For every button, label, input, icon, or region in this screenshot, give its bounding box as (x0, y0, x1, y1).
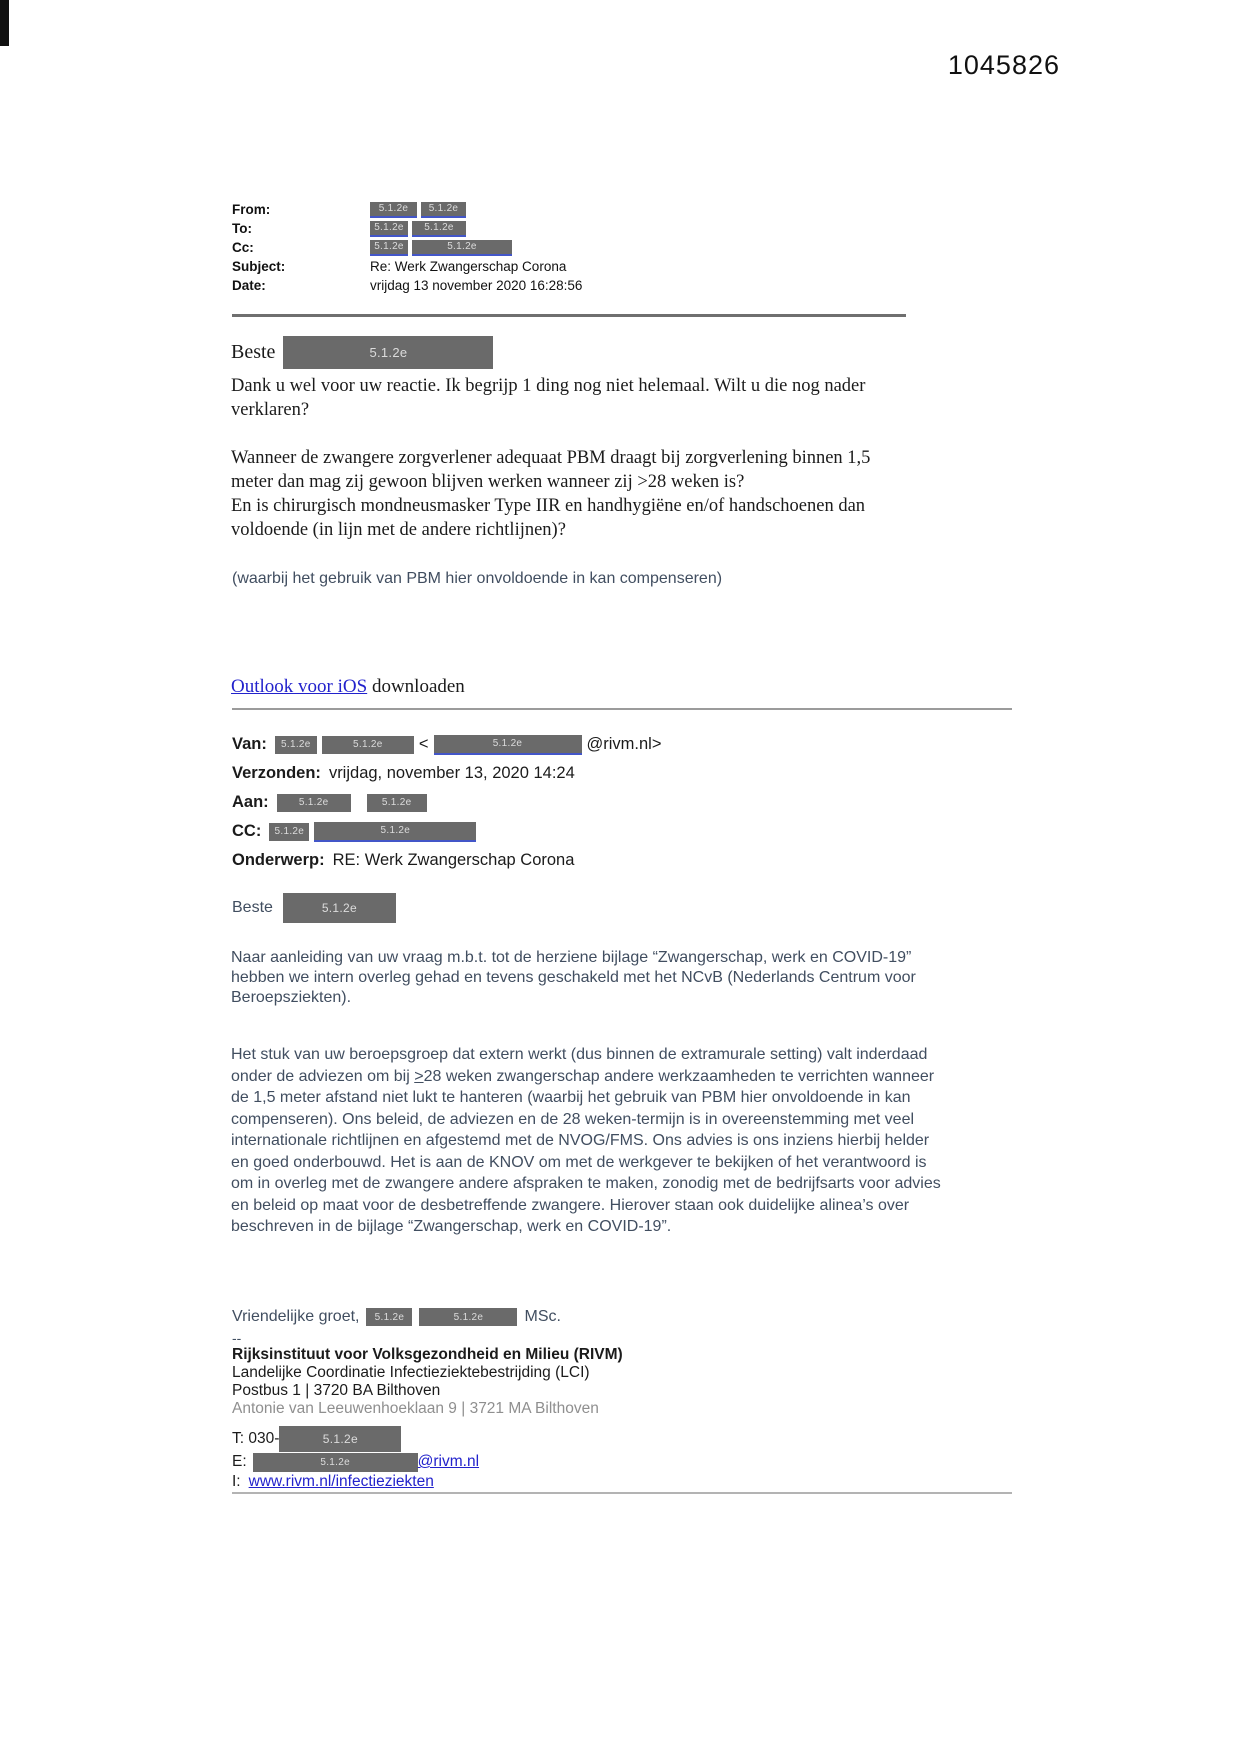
closing-suffix: MSc. (524, 1308, 561, 1325)
header-row-from (232, 200, 582, 219)
email-label: E: (232, 1453, 247, 1470)
org-street-address: Antonie van Leeuwenhoeklaan 9 | 3721 MA Bilthoven (232, 1400, 599, 1417)
phone-label: T: 030- (232, 1430, 280, 1447)
email-header-top (232, 200, 582, 295)
advice-part-pre: Het stuk van uw beroepsgroep dat extern werkt (dus binnen de extramurale setting) valt inderdaad onder de adviezen om bij (231, 1046, 928, 1085)
redaction-box: 5.1.2e (419, 1308, 517, 1326)
quoted-paragraph-1: Naar aanleiding van uw vraag m.b.t. tot de herziene bijlage “Zwangerschap, werk en COVID-19” hebben we intern overleg gehad en tevens geschakeld met het NCvB (Nederlands Centrum voor Beroepsziekten). (231, 949, 916, 1007)
header-row-onderwerp (232, 846, 661, 875)
redaction-box: 5.1.2e (412, 221, 466, 237)
cc-value (370, 240, 512, 256)
quoted-message-rule (232, 708, 1012, 710)
aan-label: Aan: (232, 793, 269, 811)
advice-part-post: 28 weken zwangerschap andere werkzaamheden te verrichten wanneer de 1,5 meter afstand niet lukt te hanteren (waarbij het gebruik van PBM hier onvoldoende in kan compenseren). Ons beleid, de adviezen en de 28 weken-termijn is in overeenstemming met veel internationale richtlijnen en afgestemd met de NVOG/FMS. Ons advies is ons inziens hierbij helder en goed onderbouwd. Het is aan de KNOV om met de werkgever te bekijken of het verantwoord is om in overleg met de zwangere andere afspraken te maken, zonodig met de bedrijfsarts voor advies en beleid op maat voor de desbetreffende zwangere. Hierover staan ook duidelijke alinea’s over beschreven in de bijlage “Zwangerschap, werk en COVID-19”. (231, 1067, 941, 1235)
question-part-2: En is chirurgisch mondneusmasker Type IIR en handhygiëne en/of handschoenen dan voldoende (in lijn met de andere richtlijnen)? (231, 496, 866, 540)
verzonden-label: Verzonden: (232, 764, 321, 782)
scan-artifact (0, 0, 9, 46)
email-line (232, 1452, 479, 1472)
redaction-box: 5.1.2e (277, 794, 351, 812)
outlook-link-suffix: downloaden (367, 676, 465, 697)
header-row-verzonden (232, 759, 661, 788)
header-divider-rule (232, 314, 906, 317)
header-row-to (232, 219, 582, 238)
bottom-rule (232, 1492, 1012, 1494)
geq-symbol: > (414, 1067, 424, 1085)
redaction-box: 5.1.2e (366, 1308, 412, 1326)
redaction-box: 5.1.2e (253, 1453, 418, 1472)
email-domain-link[interactable]: @rivm.nl (417, 1453, 480, 1470)
phone-line (232, 1426, 401, 1452)
to-label: To: (232, 221, 252, 236)
header-row-cc-quoted (232, 817, 661, 846)
pbm-note-line: (waarbij het gebruik van PBM hier onvoldoende in kan compenseren) (232, 570, 723, 587)
redaction-box: 5.1.2e (283, 893, 396, 923)
redaction-box: 5.1.2e (322, 736, 414, 754)
org-department: Landelijke Coordinatie Infectieziektebestrijding (LCI) (232, 1364, 590, 1381)
signature-divider: -- (232, 1330, 242, 1346)
redaction-box: 5.1.2e (370, 240, 408, 256)
redaction-box: 5.1.2e (412, 240, 512, 256)
greeting-text: Beste (232, 899, 273, 916)
redaction-box: 5.1.2e (269, 823, 309, 841)
org-name: Rijksinstituut voor Volksgezondheid en Milieu (RIVM) (232, 1346, 623, 1363)
onderwerp-label: Onderwerp: (232, 851, 325, 869)
subject-value: Re: Werk Zwangerschap Corona (370, 259, 567, 274)
subject-label: Subject: (232, 259, 286, 274)
redaction-box: 5.1.2e (421, 202, 466, 218)
question-part-1: Wanneer de zwangere zorgverlener adequaat PBM draagt bij zorgverlening binnen 1,5 meter dan mag zij gewoon blijven werken wanneer zij >28 weken is? (231, 448, 871, 492)
van-open-bracket: < (418, 735, 429, 753)
greeting-line-top (231, 336, 493, 369)
redaction-box: 5.1.2e (370, 202, 417, 218)
website-line (232, 1472, 434, 1492)
doc-number: 1045826 (947, 50, 1060, 80)
outlook-link-line (231, 676, 465, 698)
header-row-aan (232, 788, 661, 817)
cc-label: Cc: (232, 240, 254, 255)
closing-line (232, 1308, 561, 1326)
redaction-box: 5.1.2e (370, 221, 408, 237)
closing-text: Vriendelijke groet, (232, 1308, 360, 1325)
paragraph-question (231, 446, 896, 542)
paragraph-thanks: Dank u wel voor uw reactie. Ik begrijp 1 ding nog niet helemaal. Wilt u die nog nader verklaren? (231, 376, 866, 420)
redaction-box: 5.1.2e (314, 822, 476, 842)
web-label: I: (232, 1473, 241, 1490)
from-label: From: (232, 202, 271, 217)
date-label: Date: (232, 278, 266, 293)
rivm-website-link[interactable]: www.rivm.nl/infectieziekten (248, 1473, 434, 1490)
header-row-cc (232, 238, 582, 257)
verzonden-value: vrijdag, november 13, 2020 14:24 (328, 764, 575, 782)
header-row-date (232, 276, 582, 295)
van-label: Van: (232, 735, 267, 753)
greeting-text: Beste (231, 341, 276, 363)
van-domain: @rivm.nl> (586, 735, 662, 753)
redaction-box: 5.1.2e (367, 794, 427, 812)
redaction-box: 5.1.2e (283, 336, 493, 369)
redaction-box: 5.1.2e (275, 736, 317, 754)
outlook-ios-link[interactable]: Outlook voor iOS (231, 676, 368, 697)
from-value (370, 202, 466, 218)
org-postbus: Postbus 1 | 3720 BA Bilthoven (232, 1382, 441, 1399)
header-row-van (232, 730, 661, 759)
signature-block (232, 1346, 623, 1418)
redaction-box: 5.1.2e (434, 735, 582, 755)
onderwerp-value: RE: Werk Zwangerschap Corona (332, 851, 575, 869)
header-row-subject (232, 257, 582, 276)
email-header-quoted (232, 730, 661, 875)
quoted-paragraph-2 (231, 1044, 941, 1238)
cc-quoted-label: CC: (232, 822, 262, 840)
redaction-box: 5.1.2e (279, 1426, 401, 1452)
date-value: vrijdag 13 november 2020 16:28:56 (370, 278, 583, 293)
greeting-line-quoted (232, 893, 396, 923)
to-value (370, 221, 466, 237)
